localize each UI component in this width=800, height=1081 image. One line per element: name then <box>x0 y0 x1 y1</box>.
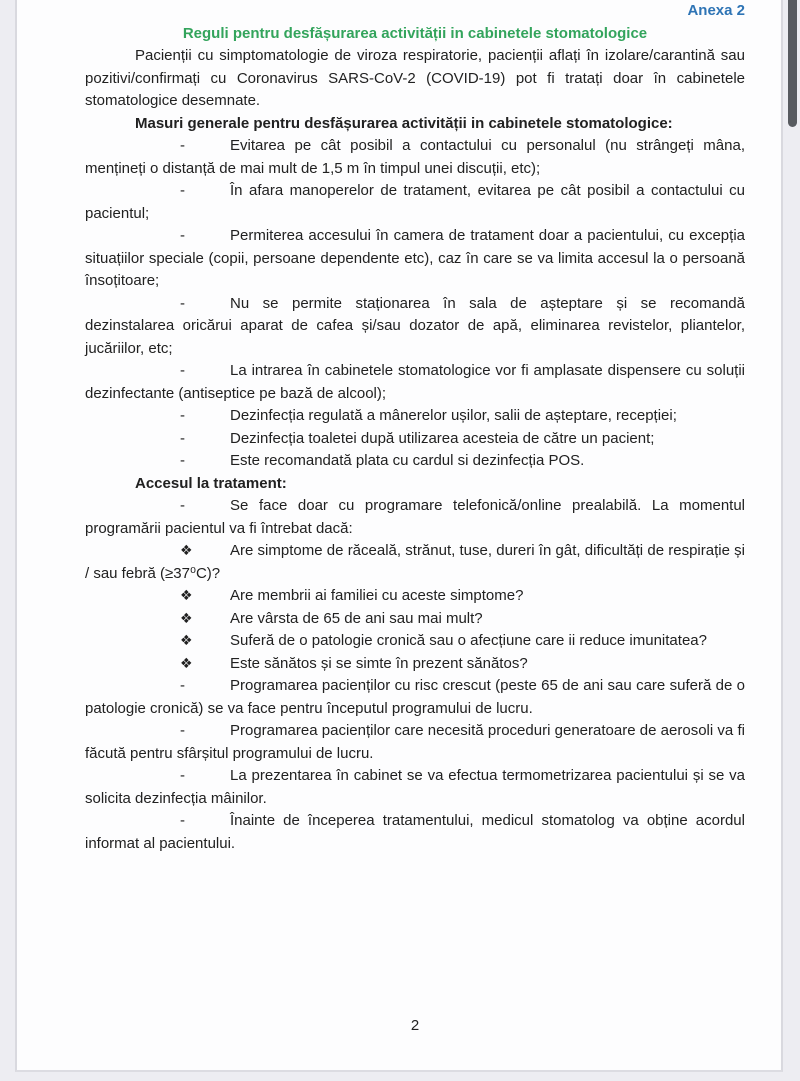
question-text: Are simptome de răceală, strănut, tuse, dureri în gât, dificultăți de respirație și / sau febră (≥37⁰C)? <box>85 542 745 582</box>
list-item <box>85 135 745 180</box>
list-item <box>85 495 745 540</box>
dash-marker: - <box>180 362 185 379</box>
list-item <box>85 428 745 451</box>
list-item-text: Se face doar cu programare telefonică/online prealabilă. La momentul programării pacientul va fi întrebat dacă: <box>85 497 745 537</box>
diamond-bullet-icon: ❖ <box>180 610 193 627</box>
annex-label: Anexa 2 <box>687 2 745 19</box>
list-item-text: Programarea pacienților cu risc crescut (peste 65 de ani sau care suferă de o patologie cronică) se va face pentru începutul programului de lucru. <box>85 677 745 717</box>
question-item <box>85 608 745 631</box>
list-item-text: Dezinfecția regulată a mânerelor ușilor, salii de așteptare, recepției; <box>230 407 677 424</box>
list-item-text: Este recomandată plata cu cardul si dezinfecția POS. <box>230 452 585 469</box>
scrollbar-track[interactable] <box>785 0 800 1081</box>
list-item-text: Programarea pacienților care necesită proceduri generatoare de aerosoli va fi făcută pentru sfârșitul programului de lucru. <box>85 722 745 762</box>
document-content <box>85 0 745 855</box>
list-item-text: Nu se permite staționarea în sala de așteptare și se recomandă dezinstalarea oricărui aparat de cafea și/sau dozator de apă, eliminarea revistelor, pliantelor, jucăriilor, etc; <box>85 294 745 357</box>
diamond-bullet-icon: ❖ <box>180 543 193 559</box>
diamond-bullet-icon: ❖ <box>180 655 193 672</box>
list-item-text: Înainte de începerea tratamentului, medicul stomatolog va obține acordul informat al pacientului. <box>85 812 745 852</box>
list-item-text: În afara manoperelor de tratament, evitarea pe cât posibil a contactului cu pacientul; <box>85 182 745 222</box>
dash-marker: - <box>180 294 185 312</box>
list-item-text: Permiterea accesului în camera de tratament doar a pacientului, cu excepția situațiilor speciale (copii, persoane dependente etc), caz în care se va limita accesul la o persoană însoțitoare; <box>85 227 745 289</box>
section-heading-general: Masuri generale pentru desfășurarea activității in cabinetele stomatologice: <box>135 114 673 132</box>
dash-marker: - <box>180 137 185 154</box>
dash-marker: - <box>180 407 185 424</box>
page-title: Reguli pentru desfășurarea activității in cabinetele stomatologice <box>182 24 648 42</box>
dash-marker: - <box>180 497 185 514</box>
dash-marker: - <box>180 677 185 694</box>
question-item <box>85 585 745 608</box>
list-item <box>85 810 745 855</box>
document-page <box>15 0 783 1072</box>
list-item <box>85 720 745 765</box>
list-item-text: La prezentarea în cabinet se va efectua termometrizarea pacientului și se va solicita dezinfecția mâinilor. <box>85 767 745 807</box>
list-item <box>85 225 745 293</box>
question-item <box>85 540 745 585</box>
list-item <box>85 765 745 810</box>
list-item <box>85 450 745 473</box>
section-heading-access: Accesul la tratament: <box>135 474 287 492</box>
list-item <box>85 293 745 361</box>
intro-paragraph: Pacienții cu simptomatologie de viroza respiratorie, pacienții aflați în izolare/carantină sau pozitivi/confirmați cu Coronavirus SARS-CoV-2 (COVID-19) pot fi tratați doar în cabinetele stomatologice desemnate. <box>85 47 745 109</box>
dash-marker: - <box>180 812 185 829</box>
question-text: Suferă de o patologie cronică sau o afecțiune care ii reduce imunitatea? <box>230 632 707 649</box>
question-text: Are vârsta de 65 de ani sau mai mult? <box>230 609 483 627</box>
question-item <box>85 630 745 653</box>
list-item <box>85 180 745 225</box>
dash-marker: - <box>180 182 185 199</box>
list-item <box>85 405 745 428</box>
question-item <box>85 653 745 676</box>
list-item-text: Evitarea pe cât posibil a contactului cu personalul (nu strângeți mâna, mențineți o distanță de mai mult de 1,5 m în timpul unei discuții, etc); <box>85 137 745 177</box>
list-item-text: La intrarea în cabinetele stomatologice vor fi amplasate dispensere cu soluții dezinfectante (antiseptice pe bază de alcool); <box>85 362 745 402</box>
page-number: 2 <box>410 1017 420 1034</box>
list-item-text: Dezinfecția toaletei după utilizarea acesteia de către un pacient; <box>230 429 655 447</box>
dash-marker: - <box>180 227 185 244</box>
list-item <box>85 675 745 720</box>
dash-marker: - <box>180 452 185 469</box>
diamond-bullet-icon: ❖ <box>180 633 193 649</box>
dash-marker: - <box>180 767 185 784</box>
diamond-bullet-icon: ❖ <box>180 588 193 604</box>
scrollbar-thumb[interactable] <box>788 0 797 127</box>
dash-marker: - <box>180 722 185 739</box>
list-item <box>85 360 745 405</box>
question-text: Are membrii ai familiei cu aceste simptome? <box>230 587 524 604</box>
dash-marker: - <box>180 429 185 447</box>
question-text: Este sănătos și se simte în prezent sănătos? <box>230 654 528 672</box>
